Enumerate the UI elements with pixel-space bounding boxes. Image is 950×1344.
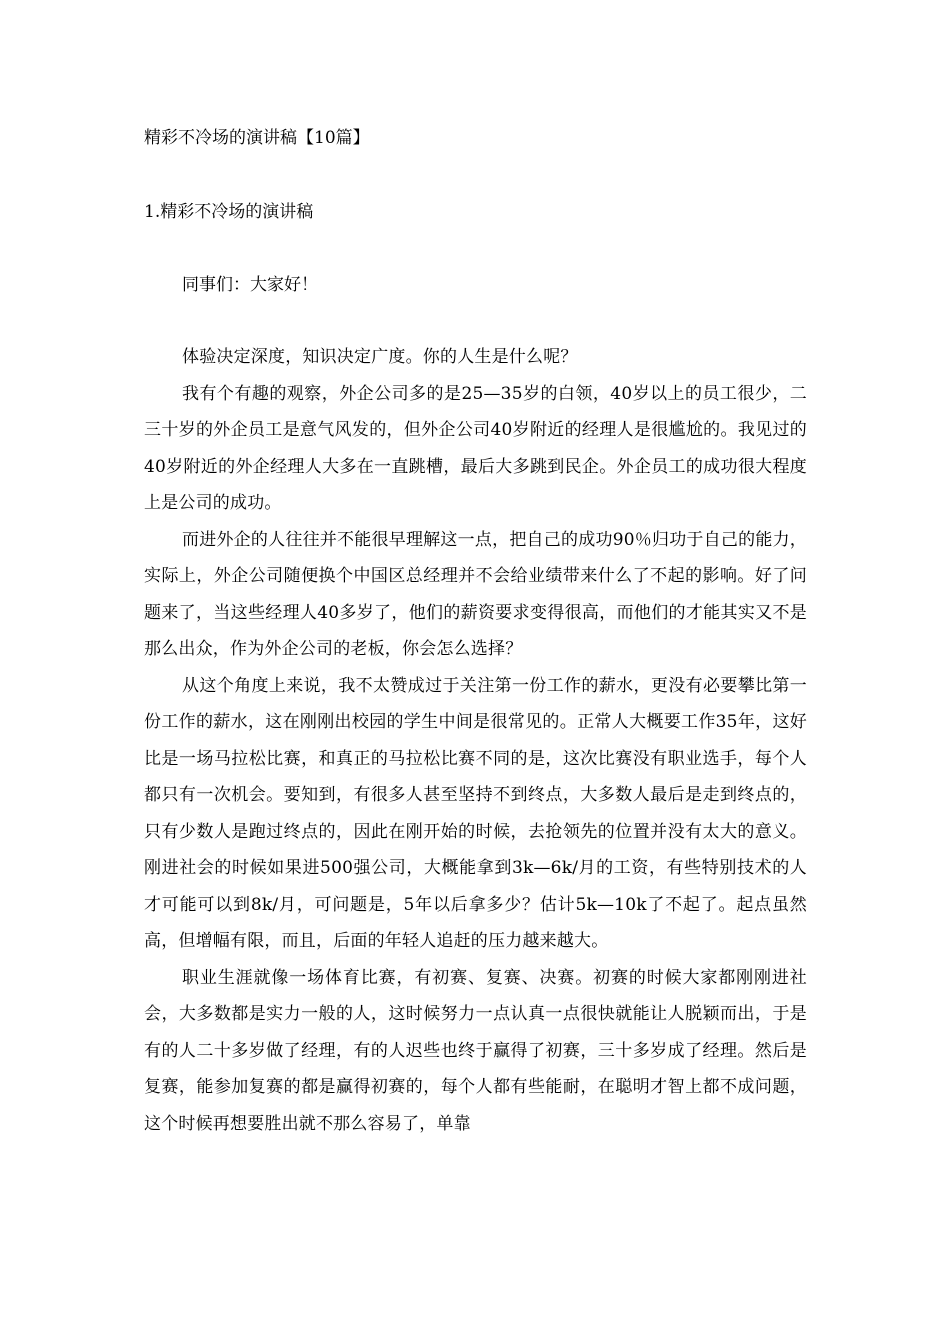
document-body — [144, 339, 807, 1142]
paragraph: 从这个角度上来说，我不太赞成过于关注第一份工作的薪水，更没有必要攀比第一份工作的薪水，这在刚刚出校园的学生中间是很常见的。正常人大概要工作35年，这好比是一场马拉松比赛，和真正的马拉松比赛不同的是，这次比赛没有职业选手，每个人都只有一次机会。要知到，有很多人甚至坚持不到终点，大多数人最后是走到终点的，只有少数人是跑过终点的，因此在刚开始的时候，去抢领先的位置并没有太大的意义。刚进社会的时候如果进500强公司，大概能拿到3k—6k/月的工资，有些特别技术的人才可能可以到8k/月，可问题是，5年以后拿多少？估计5k—10k了不起了。起点虽然高，但增幅有限，而且，后面的年轻人追赶的压力越来越大。 — [144, 675, 807, 951]
greeting-line: 同事们：大家好！ — [182, 275, 318, 295]
paragraph: 而进外企的人往往并不能很早理解这一点，把自己的成功90％归功于自己的能力，实际上，外企公司随便换个中国区总经理并不会给业绩带来什么了不起的影响。好了问题来了，当这些经理人40多岁了，他们的薪资要求变得很高，而他们的才能其实又不是那么出众，作为外企公司的老板，你会怎么选择？ — [144, 529, 807, 659]
document-title: 精彩不冷场的演讲稿【10篇】 — [144, 128, 370, 148]
section-heading: 1.精彩不冷场的演讲稿 — [144, 202, 314, 222]
paragraph: 体验决定深度，知识决定广度。你的人生是什么呢？ — [182, 347, 578, 367]
paragraph: 我有个有趣的观察，外企公司多的是25—35岁的白领，40岁以上的员工很少，二三十岁的外企员工是意气风发的，但外企公司40岁附近的经理人是很尴尬的。我见过的40岁附近的外企经理人大多在一直跳槽，最后大多跳到民企。外企员工的成功很大程度上是公司的成功。 — [144, 383, 807, 513]
paragraph: 职业生涯就像一场体育比赛，有初赛、复赛、决赛。初赛的时候大家都刚刚进社会，大多数都是实力一般的人，这时候努力一点认真一点很快就能让人脱颖而出，于是有的人二十多岁做了经理，有的人迟些也终于赢得了初赛，三十多岁成了经理。然后是复赛，能参加复赛的都是赢得初赛的，每个人都有些能耐，在聪明才智上都不成问题，这个时候再想要胜出就不那么容易了，单靠 — [144, 967, 807, 1134]
